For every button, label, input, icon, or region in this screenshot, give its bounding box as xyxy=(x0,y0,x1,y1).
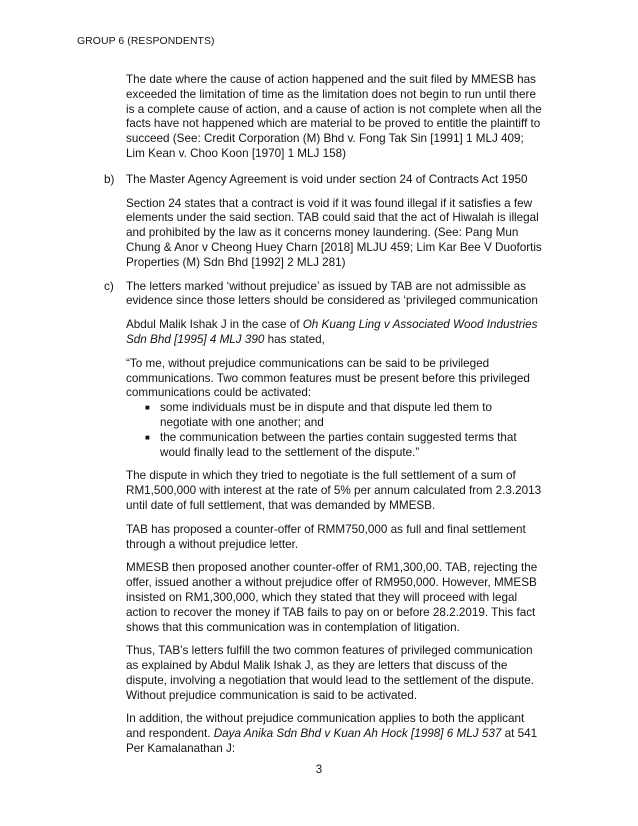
item-b-label: b) xyxy=(104,172,115,186)
list-item: ■ some individuals must be in dispute and that dispute led them to negotiate with one another; and xyxy=(145,401,492,429)
case-citation-paragraph xyxy=(0,318,542,348)
item-c-label: c) xyxy=(104,279,114,293)
case-name: Oh Kuang Ling v Associated Wood Industries Sdn Bhd [1995] 4 MLJ 390 xyxy=(126,318,538,346)
case-suffix-text: has stated, xyxy=(264,332,325,346)
document-body xyxy=(0,73,638,757)
item-b-title: The Master Agency Agreement is void under section 24 of Contracts Act 1950 xyxy=(126,172,528,186)
conclusion-paragraph: Thus, TAB’s letters fulfill the two common features of privileged communication as explained by Abdul Malik Ishak J, as they are letters that discuss of the dispute, involving a negotiation that would lead to the settlement of the dispute. Without prejudice communication is said to be activated. xyxy=(126,644,535,702)
quote-bullet-list xyxy=(0,401,542,460)
item-b-paragraph: Section 24 states that a contract is void if it was found illegal if it satisfies a few elements under the said section. TAB could said that the act of Hiwalah is illegal and prohibited by the law as it concerns money laundering. (See: Pang Mun Chung & Anor v Cheong Huey Charn [2018] MLJU 459; Lim Kar Bee V Duofortis Properties (M) Sdn Bhd [1992] 2 MLJ 281) xyxy=(126,196,542,269)
intro-paragraph: The date where the cause of action happened and the suit filed by MMESB has exceeded the limitation of time as the limitation does not begin to run until there is a complete cause of action, and a cause of action is not complete when all the facts have not happened which are material to be proved to entitle the plaintiff to succeed (See: Credit Corporation (M) Bhd v. Fong Tak Sin [1991] 1 MLJ 409; Lim Kean v. Choo Koon [1970] 1 MLJ 158) xyxy=(126,73,542,160)
item-c-title: The letters marked ‘without prejudice’ as issued by TAB are not admissible as evidence since those letters should be considered as ‘privileged communication xyxy=(126,279,538,308)
page-number: 3 xyxy=(315,764,323,776)
counter-offer-paragraph: TAB has proposed a counter-offer of RMM750,000 as full and final settlement through a without prejudice letter. xyxy=(126,522,526,551)
item-b xyxy=(0,173,542,188)
bullet-square-icon: ■ xyxy=(145,432,150,442)
case-intro-text: Abdul Malik Ishak J in the case of xyxy=(126,318,303,332)
bullet-square-icon: ■ xyxy=(145,403,150,413)
addition-text: In addition, the without prejudice communication applies to both the applicant and respondent. xyxy=(126,712,525,741)
quote-paragraph: “To me, without prejudice communications can be said to be privileged communications. Two common features must be present before this privileged communications could be activated: xyxy=(126,356,530,400)
addition-suffix-text: at 541 Per Kamalanathan J: xyxy=(126,727,538,756)
item-c xyxy=(0,280,542,310)
addition-case-name: Daya Anika Sdn Bhd v Kuan Ah Hock [1998] 6 MLJ 537 xyxy=(213,727,502,741)
addition-paragraph xyxy=(0,712,542,756)
list-item: ■ the communication between the parties contain suggested terms that would finally lead to the settlement of the dispute.” xyxy=(145,430,517,459)
dispute-paragraph: The dispute in which they tried to negotiate is the full settlement of a sum of RM1,500,000 with interest at the rate of 5% per annum calculated from 2.3.2013 until date of full settlement, that was demanded by MMESB. xyxy=(126,469,542,512)
mmesb-offer-paragraph: MMESB then proposed another counter-offer of RM1,300,00. TAB, rejecting the offer, issued another a without prejudice offer of RM950,000. However, MMESB insisted on RM1,300,000, which they stated that they will proceed with legal action to recover the money if TAB fails to pay on or before 28.2.2019. This fact shows that this communication was in contemplation of litigation. xyxy=(126,561,538,634)
page-header: GROUP 6 (RESPONDENTS) xyxy=(77,36,215,47)
